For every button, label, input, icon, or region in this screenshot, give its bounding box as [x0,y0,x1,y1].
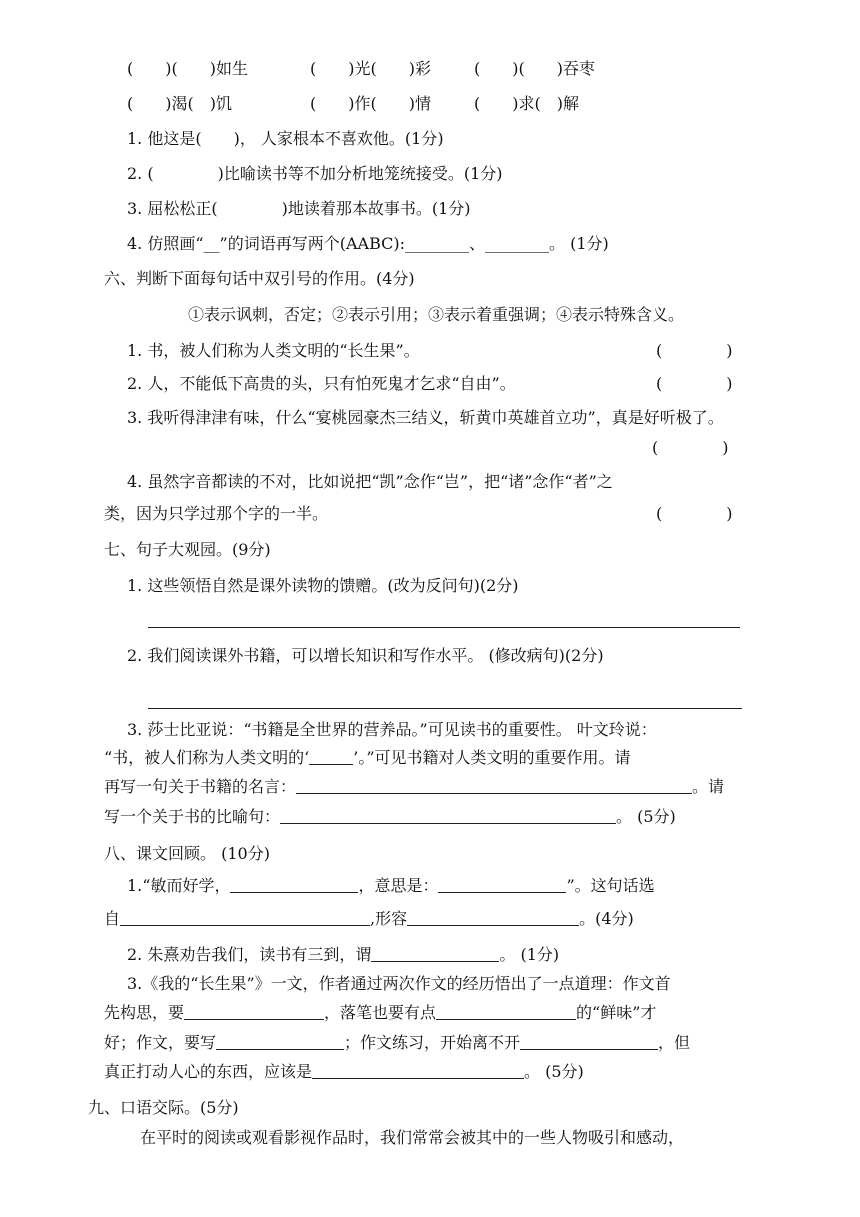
idiom-1: ( )( )如生 [127,59,248,78]
idiom-5: ( )作( )情 [310,94,431,113]
s6-item-1: 1. 书，被人们称为人类文明的“长生果”。 [127,341,420,360]
answer-blank [184,1003,324,1020]
answer-line [148,627,740,628]
section8-heading: 八、课文回顾。 (10分) [104,844,270,863]
answer-paren: ( ) [656,341,733,360]
s8-q3-line3: 好；作文，要写 ；作文练习，开始离不开 ，但 [104,1033,691,1052]
s8-q3-line1: 3.《我的“长生果”》一文，作者通过两次作文的经历悟出了一点道理：作文首 [127,974,671,993]
answer-paren: ( ) [656,374,733,393]
answer-blank [312,1062,524,1079]
s7-q1: 1. 这些领悟自然是课外读物的馈赠。(改为反问句)(2分) [127,576,519,595]
answer-blank [296,777,692,794]
section7-heading: 七、句子大观园。(9分) [104,540,271,559]
s5-item-3: 3. 屈松松正( )地读着那本故事书。(1分) [127,199,471,218]
s8-q1-line2: 自 ,形容 。(4分) [104,909,634,928]
s6-item-2: 2. 人，不能低下高贵的头，只有怕死鬼才乞求“自由”。 [127,374,516,393]
answer-line [148,708,742,709]
s8-q3-line2: 先构思，要 ，落笔也要有点 的“鲜味”才 [104,1003,657,1022]
idiom-2: ( )光( )彩 [310,59,431,78]
s6-item-3: 3. 我听得津津有味，什么“宴桃园豪杰三结义，斩黄巾英雄首立功”，真是好听极了。 [127,408,724,427]
answer-blank [120,909,370,926]
idiom-6: ( )求( )解 [474,94,579,113]
section6-options: ①表示讽刺，否定；②表示引用；③表示着重强调；④表示特殊含义。 [188,305,685,324]
s7-q3-line4: 写一个关于书的比喻句： 。 (5分) [104,807,676,826]
answer-paren: ( ) [656,504,733,523]
s7-q3-line2: “书，被人们称为人类文明的‘ ’。”可见书籍对人类文明的重要作用。请 [104,748,631,767]
answer-blank [371,945,499,962]
s7-q3-line3: 再写一句关于书籍的名言： 。请 [104,777,725,796]
s5-item-1: 1. 他这是( )， 人家根本不喜欢他。(1分) [127,129,444,148]
answer-blank [407,909,579,926]
idiom-4: ( )渴( )饥 [127,94,232,113]
answer-blank [216,1033,344,1050]
s8-q1-line1: 1.“敏而好学， ，意思是： ”。这句话选 [127,876,655,895]
s7-q3-line1: 3. 莎士比亚说：“书籍是全世界的营养品。”可见读书的重要性。 叶文玲说： [127,720,657,739]
s5-item-2: 2. ( )比喻读书等不加分析地笼统接受。(1分) [127,164,503,183]
section9-heading: 九、口语交际。(5分) [88,1098,239,1117]
s7-q2: 2. 我们阅读课外书籍，可以增长知识和写作水平。 (修改病句)(2分) [127,646,604,665]
idiom-3: ( )( )吞枣 [474,59,595,78]
s6-item-4-cont: 类，因为只学过那个字的一半。 [104,504,329,523]
answer-paren: ( ) [652,438,729,457]
s6-item-4: 4. 虽然字音都读的不对，比如说把“凯”念作“岂”，把“诸”念作“者”之 [127,472,613,491]
section9-text: 在平时的阅读或观看影视作品时，我们常常会被其中的一些人物吸引和感动， [140,1128,685,1147]
answer-blank [436,1003,576,1020]
section6-heading: 六、判断下面每句话中双引号的作用。(4分) [104,269,415,288]
answer-blank [280,807,616,824]
s8-q3-line4: 真正打动人心的东西，应该是 。 (5分) [104,1062,584,1081]
answer-blank [309,748,353,765]
answer-blank [520,1033,658,1050]
answer-blank [438,876,566,893]
answer-blank [230,876,358,893]
s8-q2: 2. 朱熹劝告我们，读书有三到，谓 。 (1分) [127,945,560,964]
s5-item-4: 4. 仿照画“__”的词语再写两个(AABC):________、________。 (1分) [127,234,609,253]
